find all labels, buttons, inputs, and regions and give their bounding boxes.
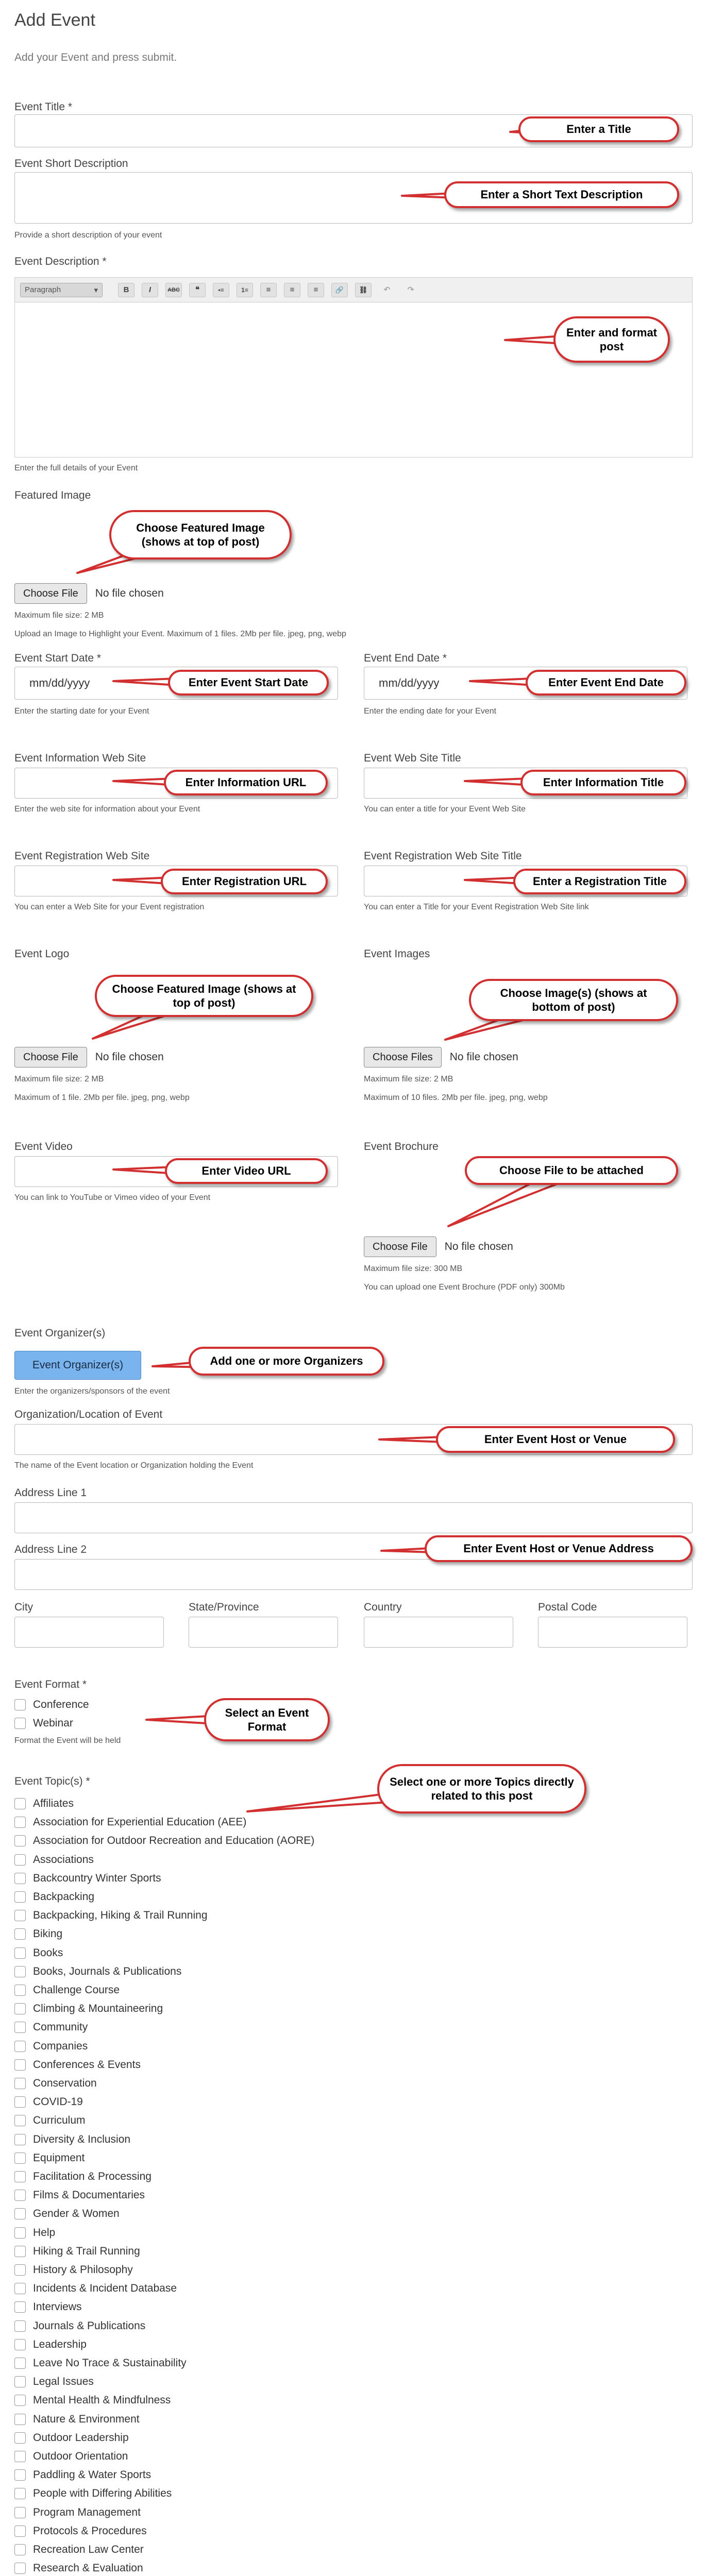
format-option-label: Conference bbox=[33, 1699, 89, 1710]
callout-video-text: Enter Video URL bbox=[201, 1164, 291, 1178]
callout-featured-image bbox=[109, 510, 292, 560]
topic-option-label: Conferences & Events bbox=[33, 2059, 141, 2071]
start-date-label: Event Start Date * bbox=[14, 652, 102, 664]
topic-option[interactable] bbox=[14, 2318, 145, 2334]
callout-images-text: Choose Image(s) (shows at bottom of post) bbox=[500, 986, 647, 1013]
format-option-label: Webinar bbox=[33, 1717, 73, 1729]
topic-option[interactable] bbox=[14, 1982, 120, 1998]
callout-start-date-text: Enter Event Start Date bbox=[188, 676, 309, 689]
topic-option[interactable] bbox=[14, 2001, 163, 2016]
callout-info-url bbox=[164, 770, 328, 795]
topic-checkbox[interactable] bbox=[14, 2115, 26, 2126]
brochure-choose-button[interactable]: Choose File bbox=[364, 1236, 436, 1257]
address1-input[interactable] bbox=[14, 1502, 693, 1533]
topic-option-label: Books, Journals & Publications bbox=[33, 1965, 182, 1977]
location-label: Organization/Location of Event bbox=[14, 1409, 163, 1420]
postal-label: Postal Code bbox=[538, 1601, 597, 1613]
topic-checkbox[interactable] bbox=[14, 1910, 26, 1921]
blockquote-icon[interactable]: ❝ bbox=[189, 283, 206, 297]
topic-option-label: Associations bbox=[33, 1854, 94, 1866]
topic-option[interactable] bbox=[14, 2542, 144, 2557]
city-input[interactable] bbox=[14, 1617, 164, 1648]
reg-site-label: Event Registration Web Site bbox=[14, 850, 150, 862]
topic-option[interactable] bbox=[14, 2374, 94, 2389]
bold-icon[interactable]: B bbox=[118, 283, 134, 297]
end-date-help: Enter the ending date for your Event bbox=[364, 707, 497, 716]
callout-reg-title-text: Enter a Registration Title bbox=[533, 875, 667, 888]
topic-option-label: Diversity & Inclusion bbox=[33, 2133, 131, 2145]
topic-option-label: Challenge Course bbox=[33, 1984, 120, 1996]
end-date-label: Event End Date * bbox=[364, 652, 447, 664]
video-label: Event Video bbox=[14, 1141, 73, 1153]
country-input[interactable] bbox=[364, 1617, 513, 1648]
topic-checkbox[interactable] bbox=[14, 2059, 26, 2071]
topic-checkbox[interactable] bbox=[14, 2078, 26, 2089]
country-label: Country bbox=[364, 1601, 402, 1613]
format-checkbox[interactable] bbox=[14, 1699, 26, 1710]
callout-description bbox=[553, 316, 670, 363]
images-status: No file chosen bbox=[449, 1051, 518, 1063]
topic-option[interactable] bbox=[14, 2523, 147, 2539]
topic-checkbox[interactable] bbox=[14, 2022, 26, 2033]
topic-option[interactable] bbox=[14, 2561, 143, 2576]
topic-option-label: Mental Health & Mindfulness bbox=[33, 2394, 171, 2406]
topic-option-label: Books bbox=[33, 1947, 63, 1959]
logo-choose-button[interactable]: Choose File bbox=[14, 1047, 87, 1067]
city-label: City bbox=[14, 1601, 33, 1613]
topic-checkbox[interactable] bbox=[14, 1817, 26, 1828]
topic-option-label: Gender & Women bbox=[33, 2208, 120, 2219]
start-date-help: Enter the starting date for your Event bbox=[14, 707, 149, 716]
topic-checkbox[interactable] bbox=[14, 2171, 26, 2182]
topic-option-label: Curriculum bbox=[33, 2114, 86, 2126]
topic-option[interactable] bbox=[14, 2244, 140, 2259]
callout-title-text: Enter a Title bbox=[566, 123, 631, 136]
logo-help-size: Maximum file size: 2 MB bbox=[14, 1075, 104, 1083]
topic-option-label: Climbing & Mountaineering bbox=[33, 2003, 163, 2014]
format-option[interactable] bbox=[14, 1697, 89, 1713]
callout-brochure bbox=[465, 1156, 678, 1185]
topic-option[interactable] bbox=[14, 1945, 63, 1961]
video-help: You can link to YouTube or Vimeo video of your Event bbox=[14, 1193, 211, 1202]
logo-status: No file chosen bbox=[95, 1051, 164, 1063]
featured-image-help-types: Upload an Image to Highlight your Event. Maximum of 1 files. 2Mb per file. jpeg, png, webp bbox=[14, 630, 346, 638]
italic-icon[interactable]: I bbox=[142, 283, 158, 297]
brochure-file-row bbox=[364, 1236, 513, 1257]
topic-option-label: Biking bbox=[33, 1928, 63, 1940]
topic-checkbox[interactable] bbox=[14, 1798, 26, 1809]
topic-option-label: People with Differing Abilities bbox=[33, 2487, 172, 2499]
description-label: Event Description * bbox=[14, 256, 107, 267]
topic-option[interactable] bbox=[14, 1908, 208, 1923]
callout-brochure-text: Choose File to be attached bbox=[499, 1164, 644, 1177]
topic-checkbox[interactable] bbox=[14, 2096, 26, 2108]
topic-checkbox[interactable] bbox=[14, 2414, 26, 2425]
callout-featured-image-text: Choose Featured Image (shows at top of post) bbox=[136, 521, 265, 548]
topic-option[interactable] bbox=[14, 2225, 55, 2241]
topic-option-label: Backpacking bbox=[33, 1891, 95, 1903]
topic-option-label: Help bbox=[33, 2227, 56, 2239]
callout-address-text: Enter Event Host or Venue Address bbox=[463, 1542, 654, 1555]
topic-option[interactable] bbox=[14, 2299, 82, 2315]
brochure-label: Event Brochure bbox=[364, 1141, 439, 1153]
topic-checkbox[interactable] bbox=[14, 2563, 26, 2574]
event-title-label: Event Title * bbox=[14, 101, 73, 113]
callout-format bbox=[204, 1698, 330, 1741]
topic-option[interactable] bbox=[14, 2169, 152, 2184]
callout-topics-text: Select one or more Topics directly related to this post bbox=[390, 1775, 574, 1802]
topic-checkbox[interactable] bbox=[14, 2395, 26, 2406]
topic-option[interactable] bbox=[14, 2412, 140, 2427]
topic-option[interactable] bbox=[14, 2094, 83, 2110]
align-center-icon[interactable]: ≡ bbox=[284, 283, 300, 297]
site-title-help: You can enter a title for your Event Web Site bbox=[364, 805, 526, 814]
topic-option[interactable] bbox=[14, 2113, 86, 2128]
topics-label: Event Topic(s) * bbox=[14, 1775, 90, 1787]
topic-checkbox[interactable] bbox=[14, 1835, 26, 1846]
organizers-help: Enter the organizers/sponsors of the event bbox=[14, 1387, 170, 1396]
short-description-label: Event Short Description bbox=[14, 158, 128, 170]
topic-option-label: Leave No Trace & Sustainability bbox=[33, 2357, 187, 2369]
logo-help-types: Maximum of 1 file. 2Mb per file. jpeg, png, webp bbox=[14, 1093, 190, 1102]
logo-label: Event Logo bbox=[14, 948, 70, 960]
topic-checkbox[interactable] bbox=[14, 2264, 26, 2276]
topic-option[interactable] bbox=[14, 1852, 94, 1868]
topic-option-label: Outdoor Leadership bbox=[33, 2432, 129, 2444]
state-label: State/Province bbox=[189, 1601, 259, 1613]
state-input[interactable] bbox=[189, 1617, 338, 1648]
topic-checkbox[interactable] bbox=[14, 2190, 26, 2201]
topic-checkbox[interactable] bbox=[14, 2246, 26, 2257]
topic-option[interactable] bbox=[14, 2057, 141, 2073]
images-choose-button[interactable]: Choose Files bbox=[364, 1047, 442, 1067]
topic-checkbox[interactable] bbox=[14, 1966, 26, 1977]
topic-checkbox[interactable] bbox=[14, 2544, 26, 2555]
topic-option-label: Protocols & Procedures bbox=[33, 2525, 147, 2537]
topic-option[interactable] bbox=[14, 2076, 97, 2091]
brochure-help-size: Maximum file size: 300 MB bbox=[364, 1264, 463, 1273]
logo-file-row bbox=[14, 1047, 164, 1067]
topic-option-label: Nature & Environment bbox=[33, 2413, 140, 2425]
images-label: Event Images bbox=[364, 948, 430, 960]
topic-checkbox[interactable] bbox=[14, 2358, 26, 2369]
topic-checkbox[interactable] bbox=[14, 2153, 26, 2164]
featured-image-label: Featured Image bbox=[14, 489, 91, 501]
callout-logo bbox=[95, 975, 313, 1017]
callout-reg-url-text: Enter Registration URL bbox=[181, 875, 307, 888]
topic-checkbox[interactable] bbox=[14, 2526, 26, 2537]
reg-title-label: Event Registration Web Site Title bbox=[364, 850, 522, 862]
description-help: Enter the full details of your Event bbox=[14, 464, 138, 472]
reg-title-help: You can enter a Title for your Event Registration Web Site link bbox=[364, 903, 589, 911]
format-select[interactable] bbox=[20, 283, 103, 297]
unlink-icon[interactable]: ⛓ bbox=[355, 283, 372, 297]
topic-option-label: Conservation bbox=[33, 2077, 97, 2089]
callout-video bbox=[165, 1158, 328, 1184]
topic-option-label: Legal Issues bbox=[33, 2376, 94, 2387]
format-checkbox[interactable] bbox=[14, 1718, 26, 1729]
topic-option-label: Paddling & Water Sports bbox=[33, 2469, 152, 2481]
callout-organizers bbox=[189, 1347, 384, 1376]
topic-option[interactable] bbox=[14, 2132, 130, 2147]
callout-reg-url bbox=[161, 869, 328, 894]
topic-option-label: Backpacking, Hiking & Trail Running bbox=[33, 1909, 208, 1921]
callout-end-date bbox=[526, 670, 686, 696]
featured-image-choose-button[interactable]: Choose File bbox=[14, 583, 87, 604]
topic-option-label: Program Management bbox=[33, 2506, 141, 2518]
format-select-value: Paragraph bbox=[25, 285, 61, 294]
topic-checkbox[interactable] bbox=[14, 2227, 26, 2239]
topic-option[interactable] bbox=[14, 1871, 161, 1886]
undo-icon[interactable]: ↶ bbox=[383, 285, 391, 294]
topic-checkbox[interactable] bbox=[14, 1873, 26, 1884]
topic-option-label: Facilitation & Processing bbox=[33, 2171, 152, 2182]
align-left-icon[interactable]: ≡ bbox=[260, 283, 277, 297]
topic-option-label: Community bbox=[33, 2021, 88, 2033]
featured-image-help-size: Maximum file size: 2 MB bbox=[14, 611, 104, 620]
callout-location bbox=[436, 1426, 675, 1453]
callout-start-date bbox=[168, 670, 329, 696]
postal-input[interactable] bbox=[538, 1617, 687, 1648]
topic-checkbox[interactable] bbox=[14, 2041, 26, 2052]
link-icon[interactable]: 🔗 bbox=[331, 283, 348, 297]
topic-option[interactable] bbox=[14, 1796, 74, 1811]
topic-option[interactable] bbox=[14, 2430, 129, 2446]
callout-info-title bbox=[520, 770, 686, 795]
topic-option[interactable] bbox=[14, 2206, 120, 2222]
topic-option[interactable] bbox=[14, 2355, 187, 2371]
topic-option[interactable] bbox=[14, 1926, 62, 1942]
format-option[interactable] bbox=[14, 1716, 73, 1731]
topic-option[interactable] bbox=[14, 2393, 171, 2408]
topic-checkbox[interactable] bbox=[14, 1947, 26, 1959]
topic-option-label: Journals & Publications bbox=[33, 2320, 146, 2332]
topic-option-label: Backcountry Winter Sports bbox=[33, 1872, 161, 1884]
topic-option-label: Association for Experiential Education (AEE) bbox=[33, 1816, 247, 1828]
topic-checkbox[interactable] bbox=[14, 2376, 26, 2387]
location-help: The name of the Event location or Organization holding the Event bbox=[14, 1461, 254, 1470]
topic-option[interactable] bbox=[14, 2486, 172, 2501]
topic-checkbox[interactable] bbox=[14, 1928, 26, 1940]
align-right-icon[interactable]: ≡ bbox=[308, 283, 324, 297]
topic-option[interactable] bbox=[14, 1815, 246, 1830]
topic-checkbox[interactable] bbox=[14, 2469, 26, 2481]
organizers-label: Event Organizer(s) bbox=[14, 1327, 106, 1339]
callout-info-url-text: Enter Information URL bbox=[185, 776, 307, 789]
start-date-input[interactable]: mm/dd/yyyy bbox=[14, 667, 338, 700]
redo-icon[interactable]: ↷ bbox=[407, 285, 414, 294]
topic-option-label: Incidents & Incident Database bbox=[33, 2282, 177, 2294]
topic-option[interactable] bbox=[14, 2020, 88, 2035]
topic-checkbox[interactable] bbox=[14, 1854, 26, 1866]
topic-option-label: Hiking & Trail Running bbox=[33, 2245, 140, 2257]
topic-checkbox[interactable] bbox=[14, 2507, 26, 2518]
topic-option[interactable] bbox=[14, 2505, 141, 2520]
topic-checkbox[interactable] bbox=[14, 2003, 26, 2014]
numbered-list-icon[interactable]: 1≡ bbox=[237, 283, 253, 297]
topic-option-label: Recreation Law Center bbox=[33, 2544, 144, 2555]
topic-option[interactable] bbox=[14, 2467, 151, 2483]
topic-option-label: Equipment bbox=[33, 2152, 85, 2164]
topic-option-label: Association for Outdoor Recreation and Education (AORE) bbox=[33, 1835, 315, 1846]
topic-option-label: History & Philosophy bbox=[33, 2264, 133, 2276]
callout-organizers-text: Add one or more Organizers bbox=[210, 1354, 363, 1368]
callout-description-text: Enter and format post bbox=[566, 326, 658, 353]
topic-option-label: Companies bbox=[33, 2040, 88, 2052]
add-organizer-button[interactable]: Event Organizer(s) bbox=[14, 1351, 141, 1380]
topic-option-label: COVID-19 bbox=[33, 2096, 83, 2108]
editor-toolbar bbox=[15, 278, 692, 302]
topic-checkbox[interactable] bbox=[14, 2208, 26, 2219]
topic-option-label: Leadership bbox=[33, 2338, 87, 2350]
callout-images bbox=[469, 979, 678, 1021]
topic-option[interactable] bbox=[14, 1889, 94, 1905]
topic-option[interactable] bbox=[14, 2449, 128, 2464]
callout-location-text: Enter Event Host or Venue bbox=[484, 1433, 627, 1446]
topic-option[interactable] bbox=[14, 2262, 133, 2278]
callout-logo-text: Choose Featured Image (shows at top of post) bbox=[112, 982, 296, 1009]
info-site-label: Event Information Web Site bbox=[14, 752, 146, 764]
topic-option-label: Outdoor Orientation bbox=[33, 2450, 128, 2462]
callout-short-description-text: Enter a Short Text Description bbox=[480, 188, 643, 201]
brochure-status: No file chosen bbox=[444, 1241, 513, 1252]
topic-checkbox[interactable] bbox=[14, 2451, 26, 2462]
callout-address bbox=[425, 1535, 693, 1562]
images-help-size: Maximum file size: 2 MB bbox=[364, 1075, 453, 1083]
topic-option[interactable] bbox=[14, 2337, 87, 2352]
topic-option-label: Interviews bbox=[33, 2301, 82, 2313]
short-description-help: Provide a short description of your event bbox=[14, 231, 162, 240]
callout-format-text: Select an Event Format bbox=[225, 1706, 309, 1733]
topic-checkbox[interactable] bbox=[14, 2339, 26, 2350]
strikethrough-icon[interactable]: ABC bbox=[165, 283, 182, 297]
topic-checkbox[interactable] bbox=[14, 2432, 26, 2444]
callout-info-title-text: Enter Information Title bbox=[543, 776, 664, 789]
format-help: Format the Event will be held bbox=[14, 1736, 121, 1745]
topic-option[interactable] bbox=[14, 2188, 145, 2203]
page-title: Add Event bbox=[14, 10, 95, 30]
topic-option-label: Films & Documentaries bbox=[33, 2189, 145, 2201]
topic-checkbox[interactable] bbox=[14, 2320, 26, 2332]
topic-option[interactable] bbox=[14, 1833, 314, 1849]
topic-checkbox[interactable] bbox=[14, 1985, 26, 1996]
topic-option[interactable] bbox=[14, 2281, 177, 2296]
brochure-help-types: You can upload one Event Brochure (PDF only) 300Mb bbox=[364, 1283, 565, 1292]
format-label: Event Format * bbox=[14, 1679, 87, 1690]
end-date-input[interactable]: mm/dd/yyyy bbox=[364, 667, 687, 700]
topic-checkbox[interactable] bbox=[14, 2301, 26, 2313]
address2-label: Address Line 2 bbox=[14, 1544, 87, 1555]
callout-short-description bbox=[444, 181, 679, 208]
callout-end-date-text: Enter Event End Date bbox=[548, 676, 664, 689]
featured-image-file-row bbox=[14, 583, 164, 604]
callout-title bbox=[518, 116, 679, 142]
topic-checkbox[interactable] bbox=[14, 2134, 26, 2145]
topic-option-label: Research & Evaluation bbox=[33, 2562, 143, 2574]
topic-option-label: Affiliates bbox=[33, 1798, 74, 1809]
images-help-types: Maximum of 10 files. 2Mb per file. jpeg, png, webp bbox=[364, 1093, 548, 1102]
page-subtitle: Add your Event and press submit. bbox=[14, 52, 177, 63]
topic-option[interactable] bbox=[14, 2039, 88, 2054]
callout-reg-title bbox=[513, 869, 686, 894]
images-file-row bbox=[364, 1047, 518, 1067]
topic-checkbox[interactable] bbox=[14, 2488, 26, 2499]
featured-image-status: No file chosen bbox=[95, 587, 164, 599]
topic-checkbox[interactable] bbox=[14, 2283, 26, 2294]
topic-option[interactable] bbox=[14, 1964, 181, 1979]
topic-checkbox[interactable] bbox=[14, 1891, 26, 1903]
address1-label: Address Line 1 bbox=[14, 1487, 87, 1499]
chevron-down-icon: ▾ bbox=[94, 286, 98, 295]
site-title-label: Event Web Site Title bbox=[364, 752, 461, 764]
callout-topics bbox=[377, 1764, 586, 1814]
topic-option[interactable] bbox=[14, 2150, 85, 2166]
info-site-help: Enter the web site for information about your Event bbox=[14, 805, 200, 814]
bullet-list-icon[interactable]: •≡ bbox=[213, 283, 229, 297]
reg-site-help: You can enter a Web Site for your Event registration bbox=[14, 903, 205, 911]
